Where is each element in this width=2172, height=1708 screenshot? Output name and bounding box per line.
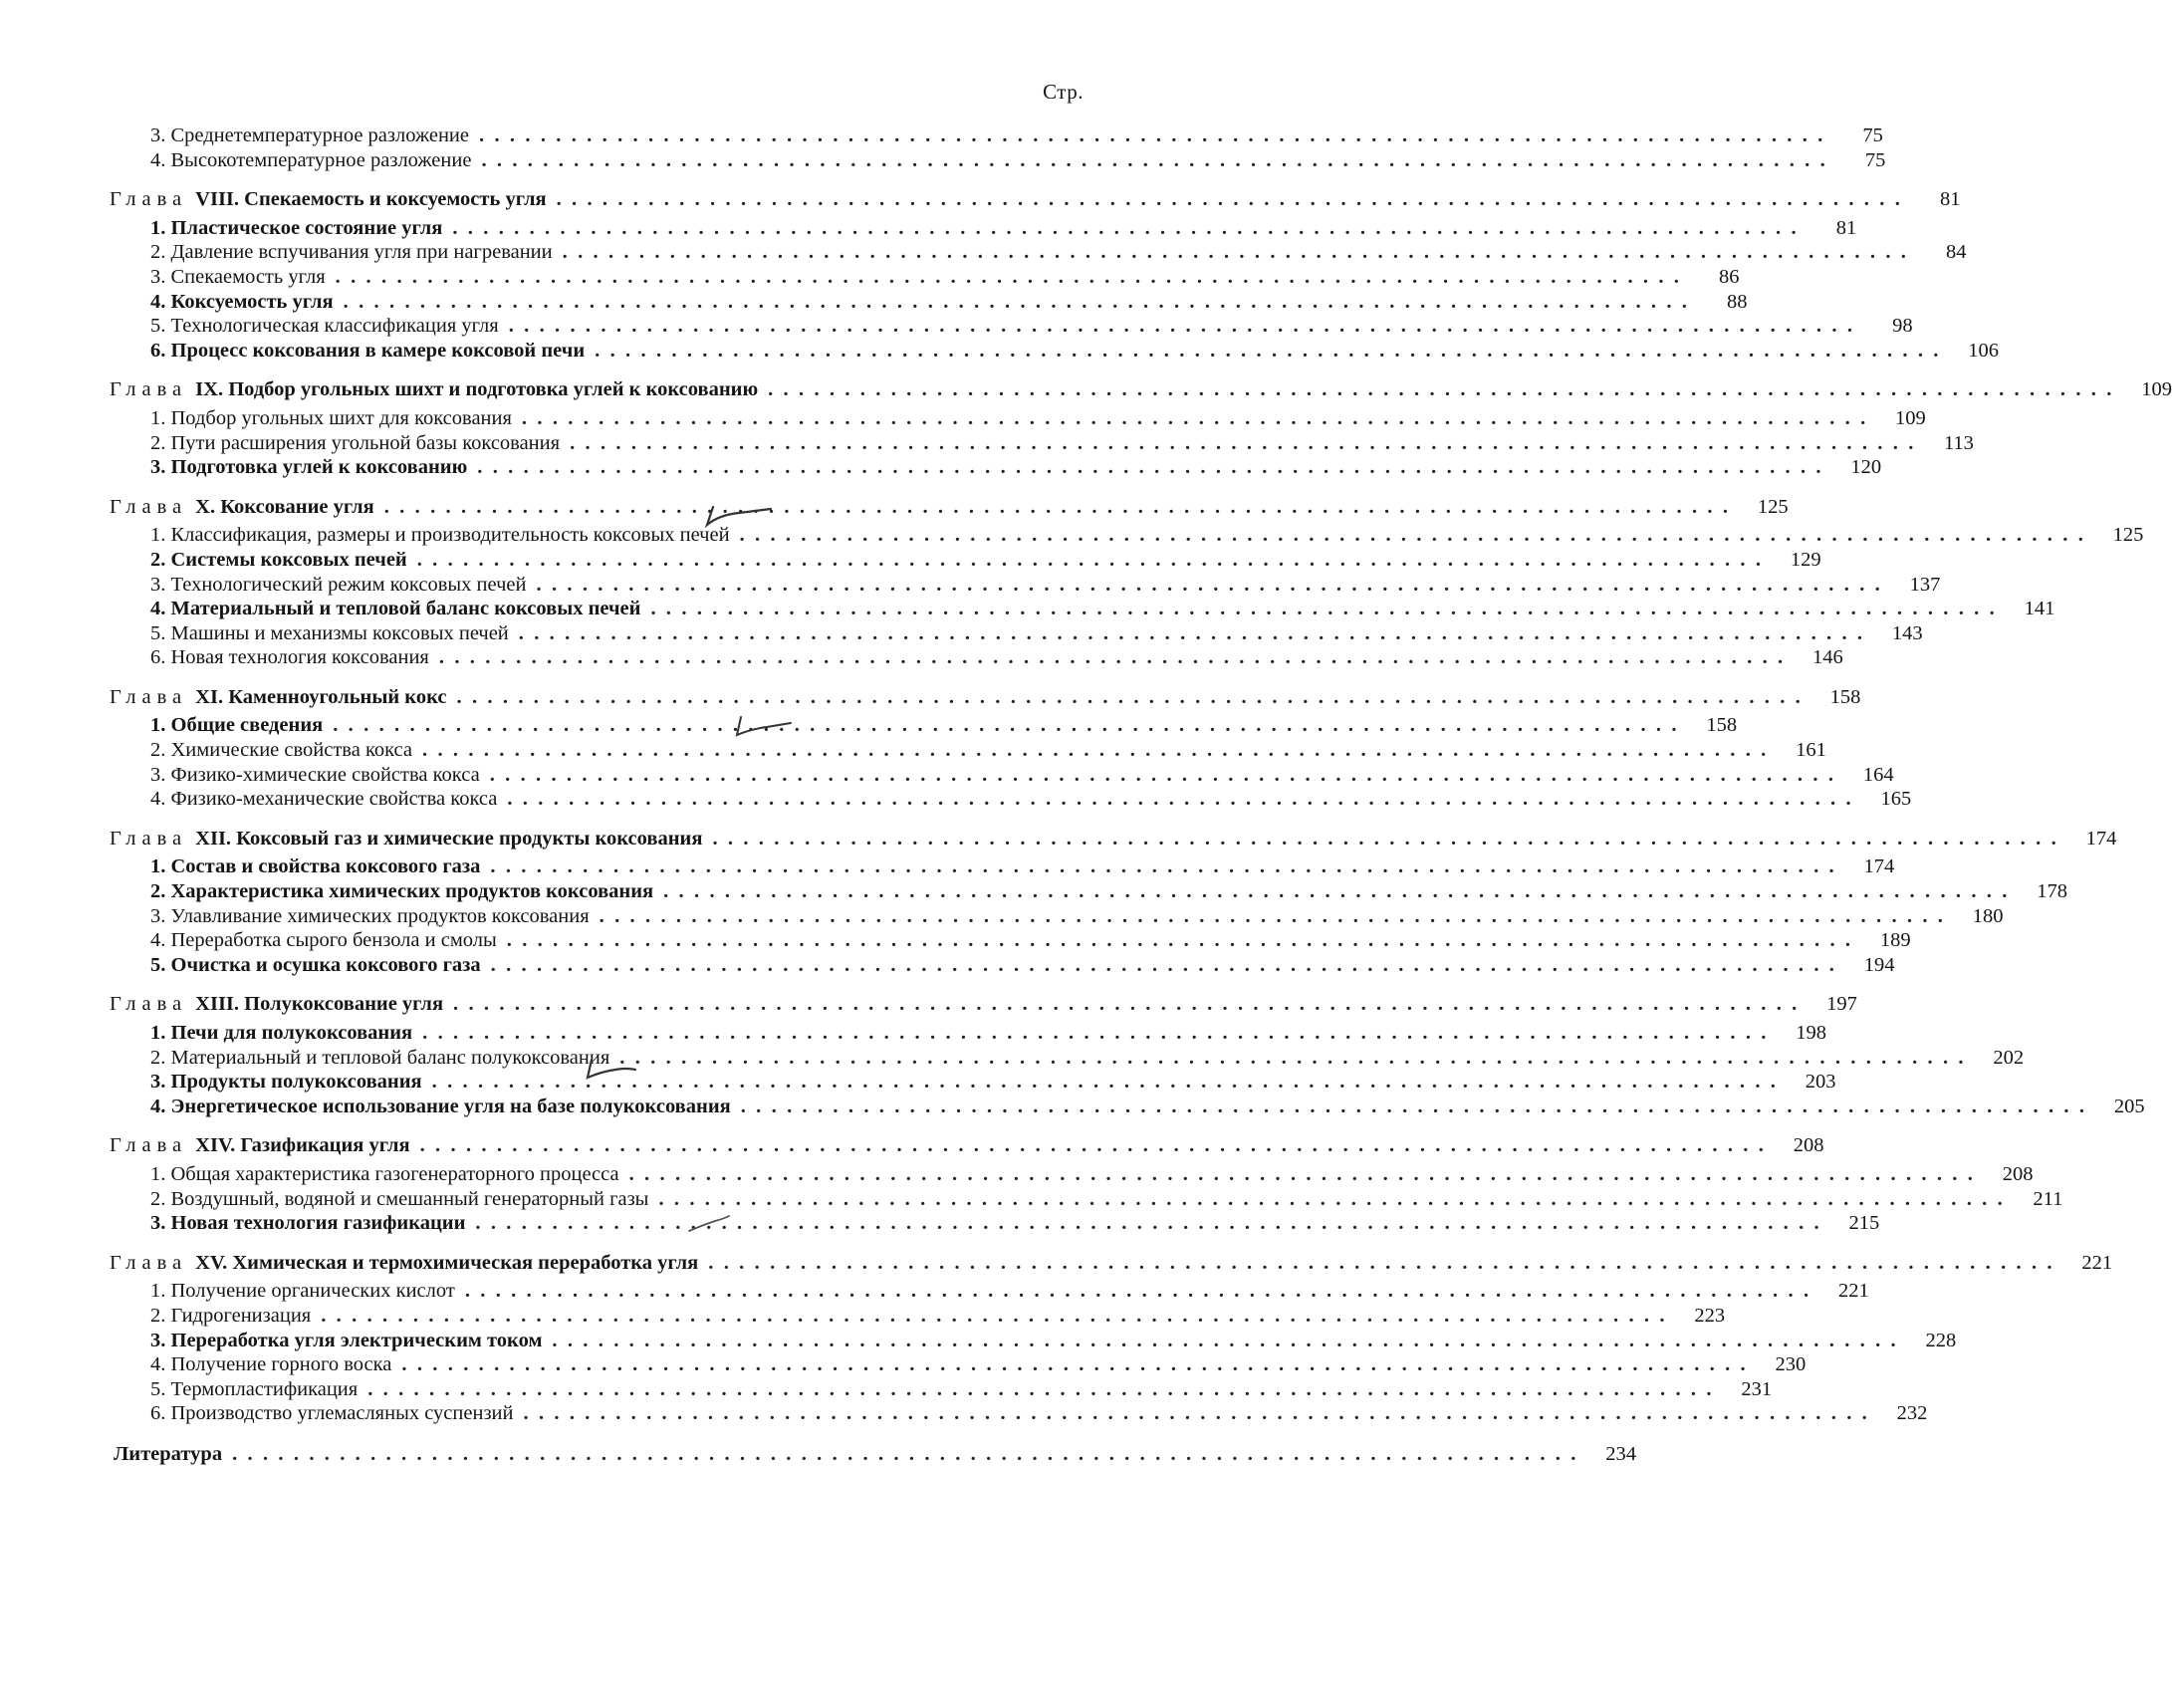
dot-leader: [507, 928, 1853, 953]
section-title: 4. Получение горного воска: [150, 1353, 392, 1376]
page-number: 215: [1848, 1212, 1880, 1235]
dot-leader: [232, 1442, 1578, 1467]
dot-leader: [491, 953, 1837, 978]
chapter-row: [110, 1251, 2113, 1276]
section-row: [150, 314, 1913, 339]
chapter-row: [110, 377, 2172, 402]
section-row: [150, 1187, 2063, 1212]
page-number: 203: [1805, 1071, 1836, 1094]
dot-leader: [619, 1046, 1966, 1071]
page-number: 164: [1862, 763, 1894, 786]
section-row: [150, 1279, 1869, 1304]
section-row: [150, 148, 1886, 173]
section-row: [150, 548, 1821, 573]
chapter-label: Глава: [110, 495, 188, 518]
section-row: [150, 1352, 1807, 1377]
dot-leader: [367, 1377, 1714, 1402]
section-title: 2. Пути расширения угольной базы коксования: [150, 431, 561, 454]
section-title: 6. Производство углемасляных суспензий: [150, 1402, 514, 1425]
section-title: 1. Общие сведения: [150, 714, 324, 737]
chapter-label: Глава: [110, 685, 188, 708]
dot-leader: [457, 685, 1804, 710]
section-row: [150, 763, 1894, 788]
page-number: 86: [1719, 265, 1740, 288]
handwritten-check-mark-icon: [705, 503, 785, 533]
section-title: 5. Технологическая классификация угля: [150, 315, 499, 338]
section-row: [150, 1095, 2145, 1119]
page-number: 137: [1909, 573, 1941, 596]
dot-leader: [663, 879, 2010, 904]
section-row: [150, 523, 2144, 548]
page-number: 234: [1605, 1442, 1636, 1465]
section-row: [150, 406, 1926, 431]
dot-leader: [336, 265, 1682, 290]
section-title: 2. Системы коксовых печей: [150, 548, 407, 571]
chapter-label: Глава: [110, 993, 188, 1016]
page-number: 75: [1864, 148, 1886, 171]
dot-leader: [768, 377, 2114, 402]
section-title: 2. Материальный и тепловой баланс полукоксования: [150, 1046, 610, 1069]
dot-leader: [321, 1304, 1667, 1329]
handwritten-check-mark-icon: [685, 1213, 735, 1237]
section-row: [150, 904, 2004, 929]
section-title: 2. Характеристика химических продуктов коксования: [150, 880, 654, 903]
section-title: 2. Давление вспучивания угля при нагревании: [150, 241, 553, 264]
section-row: [150, 1021, 1827, 1046]
page-number: 158: [1829, 685, 1861, 708]
chapter-title: IX. Подбор угольных шихт и подготовка углей к коксованию: [195, 378, 759, 401]
chapter-row: [110, 495, 1789, 520]
chapter-title: XIV. Газификация угля: [195, 1134, 410, 1157]
section-title: 4. Энергетическое использование угля на базе полукоксования: [150, 1095, 731, 1117]
page-number: 228: [1925, 1329, 1957, 1351]
dot-leader: [522, 406, 1868, 431]
section-title: 1. Пластическое состояние угля: [150, 216, 443, 239]
section-row: [150, 265, 1740, 290]
section-row: [150, 1211, 1880, 1236]
section-title: 1. Подбор угольных шихт для коксования: [150, 406, 512, 429]
section-row: [150, 240, 1967, 265]
page-number: 120: [1850, 456, 1882, 479]
section-title: 4. Коксуемость угля: [150, 290, 334, 313]
page-number: 98: [1892, 315, 1913, 338]
page-number: 88: [1727, 290, 1748, 313]
page-number: 178: [2037, 880, 2067, 903]
handwritten-check-mark-icon: [733, 715, 803, 745]
page-column-label: Стр.: [1043, 80, 1084, 104]
chapter-label: Глава: [110, 188, 188, 211]
section-title: 3. Среднетемпературное разложение: [150, 124, 470, 146]
section-row: [150, 953, 1895, 978]
section-row: [150, 455, 1882, 480]
section-row: [150, 928, 1911, 953]
page-number: 143: [1891, 621, 1923, 644]
section-title: 5. Очистка и осушка коксового газа: [150, 953, 481, 976]
dot-leader: [650, 597, 1997, 621]
section-title: 5. Машины и механизмы коксовых печей: [150, 621, 509, 644]
dot-leader: [384, 495, 1731, 520]
dot-leader: [595, 339, 1941, 364]
section-title: 2. Воздушный, водяной и смешанный генераторный газы: [150, 1187, 649, 1210]
dot-leader: [490, 854, 1836, 879]
dot-leader: [741, 1095, 2087, 1119]
chapter-row: [110, 685, 1861, 710]
page-number: 202: [1993, 1046, 2025, 1069]
section-row: [150, 339, 2000, 364]
dot-leader: [439, 645, 1786, 670]
dot-leader: [475, 1211, 1821, 1236]
page-number: 230: [1775, 1353, 1807, 1376]
page-number: 189: [1879, 929, 1911, 952]
section-title: 3. Улавливание химических продуктов коксования: [150, 904, 590, 927]
section-title: 2. Гидрогенизация: [150, 1304, 312, 1327]
dot-leader: [629, 1162, 1976, 1187]
dot-leader: [417, 548, 1764, 573]
dot-leader: [552, 1329, 1898, 1353]
chapter-label: Глава: [110, 378, 188, 401]
page-number: 106: [1968, 339, 2000, 362]
literature-row: [114, 1442, 1636, 1467]
dot-leader: [453, 992, 1800, 1017]
section-row: [150, 1162, 2034, 1187]
chapter-title: XV. Химическая и термохимическая переработка угля: [195, 1251, 699, 1274]
section-title: 4. Переработка сырого бензола и смолы: [150, 929, 497, 952]
dot-leader: [519, 621, 1865, 646]
page-number: 208: [1793, 1134, 1824, 1157]
section-title: 1. Печи для полукоксования: [150, 1022, 413, 1044]
page-number: 223: [1694, 1304, 1726, 1327]
page-number: 231: [1741, 1377, 1773, 1400]
page-number: 221: [2081, 1251, 2113, 1274]
page-number: 221: [1837, 1280, 1869, 1303]
section-row: [150, 431, 1974, 456]
chapter-title: X. Коксование угля: [195, 495, 374, 518]
chapter-row: [110, 827, 2117, 852]
dot-leader: [712, 827, 2058, 852]
dot-leader: [708, 1251, 2054, 1276]
dot-leader: [490, 763, 1836, 788]
dot-leader: [600, 904, 1946, 929]
section-row: [150, 123, 1883, 148]
chapter-row: [110, 187, 1961, 212]
section-title: 4. Физико-механические свойства кокса: [150, 788, 498, 811]
chapter-row: [110, 1133, 1824, 1158]
section-title: 1. Классификация, размеры и производительность коксовых печей: [150, 524, 730, 547]
section-title: 1. Получение органических кислот: [150, 1280, 455, 1303]
page-number: 81: [1939, 188, 1961, 211]
section-row: [150, 787, 1912, 812]
dot-leader: [344, 290, 1690, 315]
page-number: 232: [1896, 1402, 1928, 1425]
section-row: [150, 713, 1738, 738]
dot-leader: [465, 1279, 1811, 1304]
section-title: 1. Состав и свойства коксового газа: [150, 855, 481, 878]
dot-leader: [420, 1133, 1767, 1158]
dot-leader: [658, 1187, 2005, 1212]
section-row: [150, 1304, 1726, 1329]
dot-leader: [570, 431, 1916, 456]
page-number: 194: [1863, 953, 1895, 976]
page-number: 125: [2112, 524, 2144, 547]
section-title: 2. Химические свойства кокса: [150, 739, 413, 762]
section-title: 3. Новая технология газификации: [150, 1212, 466, 1235]
section-row: [150, 597, 2055, 621]
dot-leader: [452, 216, 1799, 241]
section-title: 3. Технологический режим коксовых печей: [150, 573, 527, 596]
section-row: [150, 573, 1941, 598]
dot-leader: [401, 1352, 1748, 1377]
chapter-title: XIII. Полукоксование угля: [195, 993, 444, 1016]
page-number: 208: [2002, 1162, 2034, 1185]
section-title: 3. Спекаемость угля: [150, 265, 326, 288]
chapter-title: XI. Каменноугольный кокс: [195, 685, 447, 708]
section-title: 1. Общая характеристика газогенераторного процесса: [150, 1162, 619, 1185]
page-number: 165: [1880, 788, 1912, 811]
handwritten-check-mark-icon: [586, 1056, 645, 1086]
section-row: [150, 1329, 1957, 1353]
section-row: [150, 645, 1843, 670]
chapter-row: [110, 992, 1857, 1017]
chapter-label: Глава: [110, 1251, 188, 1274]
dot-leader: [563, 240, 1909, 265]
section-title: 6. Процесс коксования в камере коксовой печи: [150, 339, 586, 362]
page-number: 158: [1706, 714, 1738, 737]
dot-leader: [537, 573, 1883, 598]
page-number: 174: [1863, 855, 1895, 878]
section-row: [150, 216, 1857, 241]
chapter-label: Глава: [110, 1134, 188, 1157]
page-number: 109: [1895, 406, 1926, 429]
page-number: 211: [2033, 1187, 2063, 1210]
table-of-contents: [0, 123, 2172, 1467]
dot-leader: [740, 523, 2086, 548]
dot-leader: [557, 187, 1903, 212]
section-title: 4. Материальный и тепловой баланс коксовых печей: [150, 598, 641, 620]
section-title: 3. Подготовка углей к коксованию: [150, 456, 468, 479]
dot-leader: [479, 123, 1825, 148]
dot-leader: [422, 738, 1769, 763]
literature-title: Литература: [114, 1442, 223, 1465]
dot-leader: [477, 455, 1823, 480]
page-number: 75: [1862, 124, 1883, 146]
section-row: [150, 1377, 1773, 1402]
page-number: 113: [1943, 431, 1974, 454]
page-number: 84: [1946, 241, 1967, 264]
section-title: 6. Новая технология коксования: [150, 646, 429, 669]
page-number: 161: [1796, 739, 1826, 762]
page-number: 81: [1835, 216, 1857, 239]
dot-leader: [333, 713, 1679, 738]
chapter-title: XII. Коксовый газ и химические продукты коксования: [195, 827, 703, 850]
section-row: [150, 738, 1826, 763]
section-row: [150, 1401, 1928, 1426]
section-title: 3. Продукты полукоксования: [150, 1071, 422, 1094]
section-row: [150, 621, 1923, 646]
section-row: [150, 854, 1895, 879]
section-title: 3. Переработка угля электрическим током: [150, 1329, 543, 1351]
page-number: 146: [1812, 646, 1843, 669]
section-row: [150, 879, 2067, 904]
dot-leader: [509, 314, 1855, 339]
chapter-label: Глава: [110, 827, 188, 850]
dot-leader: [524, 1401, 1870, 1426]
section-title: 4. Высокотемпературное разложение: [150, 148, 472, 171]
page-number: 197: [1826, 993, 1857, 1016]
page-number: 129: [1790, 548, 1821, 571]
dot-leader: [481, 148, 1827, 173]
page-number: 205: [2113, 1095, 2145, 1117]
page-number: 180: [1972, 904, 2004, 927]
dot-leader: [422, 1021, 1769, 1046]
chapter-title: VIII. Спекаемость и коксуемость угля: [195, 188, 547, 211]
section-row: [150, 290, 1748, 315]
dot-leader: [507, 787, 1853, 812]
section-title: 3. Физико-химические свойства кокса: [150, 763, 480, 786]
page-number: 141: [2024, 598, 2055, 620]
page-number: 109: [2141, 378, 2172, 401]
page-number: 174: [2085, 827, 2117, 850]
page-number: 125: [1757, 495, 1789, 518]
page-number: 198: [1796, 1022, 1827, 1044]
section-title: 5. Термопластификация: [150, 1377, 359, 1400]
